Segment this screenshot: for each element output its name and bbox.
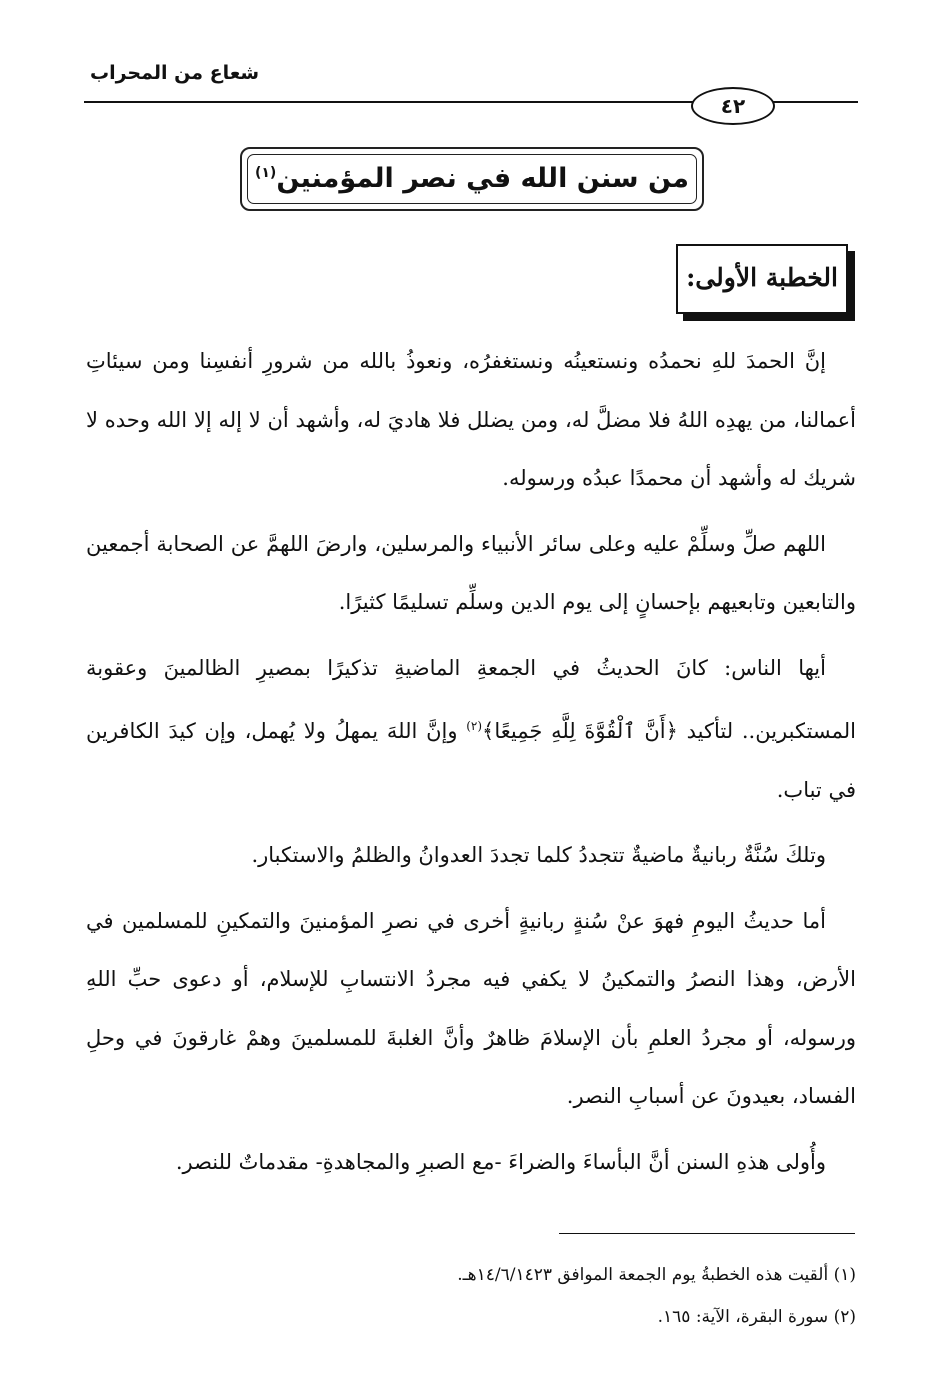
paragraph-topic: أما حديثُ اليومِ فهوَ عنْ سُنةٍ ربانيةٍ أخرى في نصرِ المؤمنينَ والتمكينِ للمسلمين في الأرض، وهذا النصرُ والتمكينُ لا يكفي فيه مجردُ الانتسابِ للإسلام، أو دعوى حبِّ اللهِ ورسوله، أو مجردُ العلمِ بأن الإسلامَ ظاهرٌ وأنَّ الغلبةَ للمسلمينَ وهمْ غارقونَ في وحلِ الفساد، بعيدونَ عن أسبابِ النصر.: [86, 908, 856, 1108]
title-footnote-mark: (١): [254, 165, 277, 181]
section-heading-frame: [676, 244, 848, 314]
running-title: شعاع من المحراب: [90, 62, 260, 84]
footnote-2: (٢) سورة البقرة، الآية: ١٦٥.: [657, 1307, 856, 1327]
footnotes: [86, 1254, 856, 1338]
paragraph-salutation: اللهم صلِّ وسلِّمْ عليه وعلى سائر الأنبياء والمرسلين، وارضَ اللهمَّ عن الصحابة أجمعين والتابعين وتابعيهم بإحسانٍ إلى يوم الدين وسلِّم تسليمًا كثيرًا.: [86, 531, 856, 614]
paragraph-intro-continued: وإنَّ اللهَ يمهلُ ولا يُهمل، وإن كيدَ الكافرين في تباب.: [86, 719, 856, 802]
body-text: [86, 332, 856, 1198]
chapter-title-text: من سنن الله في نصر المؤمنين: [276, 163, 690, 194]
paragraph-intro: [86, 639, 856, 820]
page-number: ٤٢: [691, 87, 775, 125]
paragraph-opening: إنَّ الحمدَ للهِ نحمدُه ونستعينُه ونستغفرُه، ونعوذُ بالله من شرورِ أنفسِنا ومن سيئاتِ أعمالنا، من يهدِه اللهُ فلا مضلَّ له، ومن يضلل فلا هاديَ له، وأشهد أن لا إله إلا الله وحده لا شريك له وأشهد أن محمدًا عبدُه ورسوله.: [86, 349, 856, 490]
section-heading: الخطبة الأولى:: [686, 263, 838, 292]
paragraph-first-sunnah: وأُولى هذهِ السنن أنَّ البأساءَ والضراءَ -مع الصبرِ والمجاهدةِ- مقدماتٌ للنصر.: [175, 1149, 826, 1174]
paragraph-sunnah: وتلكَ سُنَّةٌ ربانيةٌ ماضيةٌ تتجددُ كلما تجددَ العدوانُ والظلمُ والاستكبار.: [251, 843, 826, 867]
chapter-title: [242, 163, 702, 194]
chapter-title-frame: [240, 147, 704, 211]
paragraph-intro-text: أيها الناس: كانَ الحديثُ في الجمعةِ الماضيةِ تذكيرًا بمصيرِ الظالمينَ وعقوبة المستكبرين.. لتأكيد ﴿أَنَّ ٱلْقُوَّةَ لِلَّهِ جَمِيعًا﴾: [86, 655, 857, 743]
quran-footnote-mark: (٢): [466, 719, 483, 733]
footnote-separator: [559, 1233, 855, 1234]
footnote-1: (١) ألقيت هذه الخطبةُ يوم الجمعة الموافق ١٤/٦/١٤٢٣هـ.: [457, 1265, 856, 1285]
